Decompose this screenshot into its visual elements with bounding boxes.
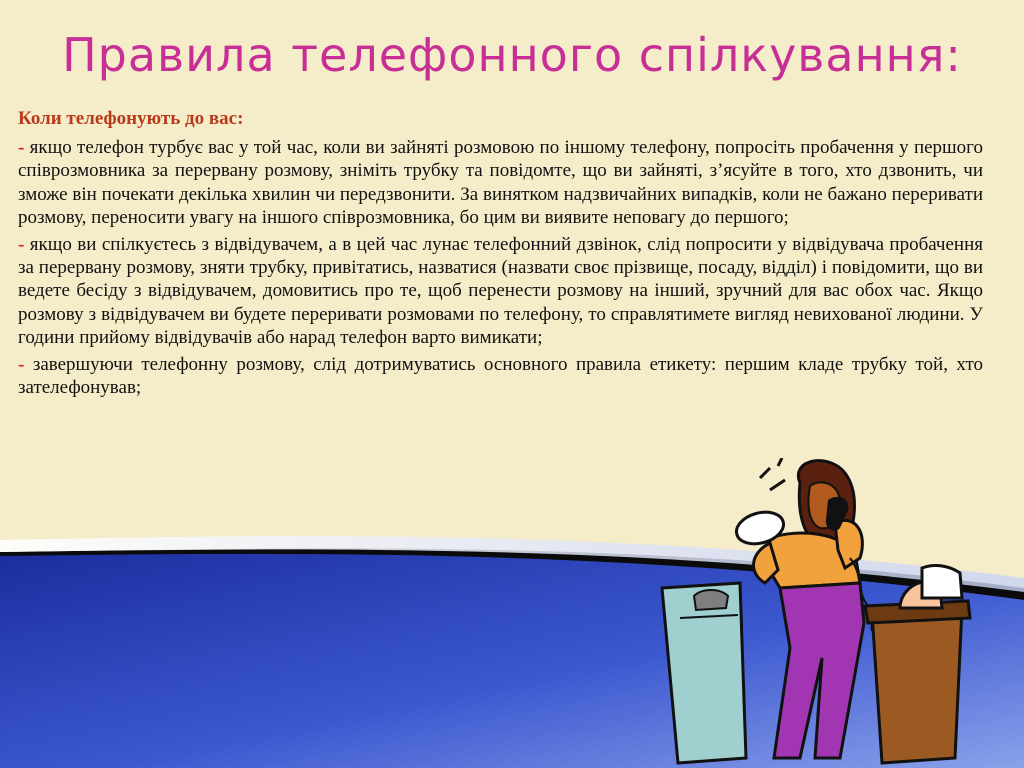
woman-on-phone-clipart (650, 458, 980, 768)
bullet-dash: - (18, 137, 25, 159)
slide-content (18, 107, 983, 403)
bullet-dash: - (18, 234, 25, 256)
rule-paragraph (18, 353, 983, 399)
section-subtitle: Коли телефонують до вас: (18, 108, 244, 129)
bullet-dash: - (18, 354, 25, 376)
rule-text: якщо ви спілкуєтесь з відвідувачем, а в цей час лунає телефонний дзвінок, слід попросити у відвідувача пробачення за перервану розмову, зняти трубку, привітатись, назватися (назвати своє прізвище, посаду, відділ) і повідомити, що ви ведете бесіду з відвідувачем, домовитись про те, щоб перенести розмову на інший, зручний для вас обох час. Якщо розмову з відвідувачем ви будете переривати розмовами по телефону, то справлятимете вигляд невихованої людини. У години прийому відвідувачів або нарад телефон варто вимикати; (18, 234, 983, 348)
rule-text: завершуючи телефонну розмову, слід дотримуватись основного правила етикету: першим кладе трубку той, хто зателефонував; (18, 354, 984, 399)
cabinet-icon (662, 583, 746, 763)
rule-text: якщо телефон турбує вас у той час, коли ви зайняті розмовою по іншому телефону, попросіть пробачення у першого співрозмовника за перервану розмову, зніміть трубку та повідомте, що ви зайняті, з’ясуйте в того, хто дзвонить, чи зможе він почекати декілька хвилин чи передзвонити. За винятком надзвичайних випадків, коли не бажано переривати розмову, переносити увагу на іншого співрозмовника, бо цим ви виявите неповагу до першого; (18, 137, 983, 228)
desk-icon (865, 566, 970, 763)
woman-figure (733, 458, 875, 758)
rule-paragraph (18, 136, 983, 229)
rule-paragraph (18, 233, 983, 349)
page-title: Правила телефонного спілкування: (62, 28, 962, 82)
